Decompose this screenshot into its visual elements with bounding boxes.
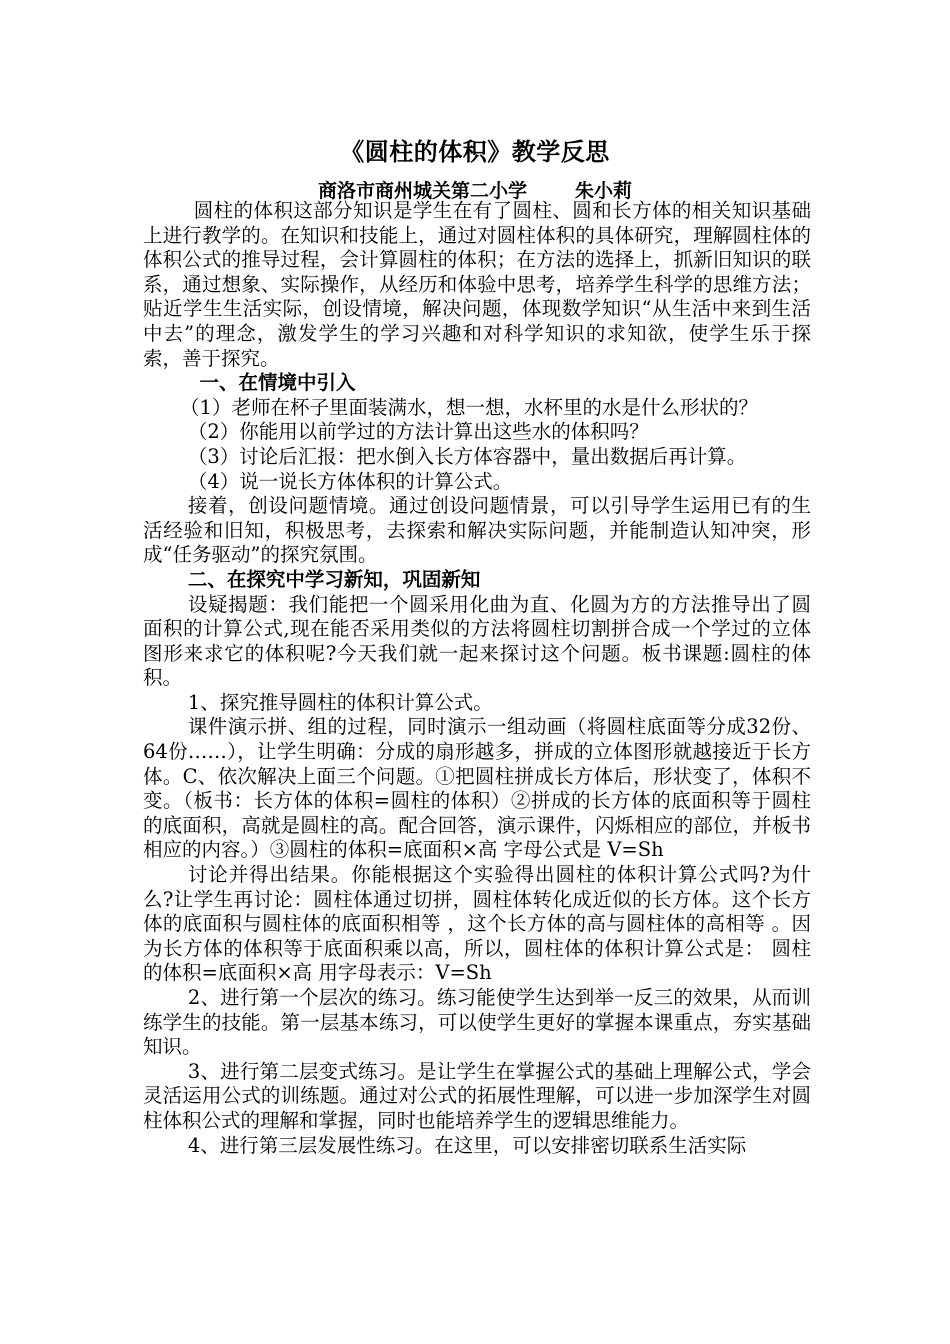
paragraph-next: 接着，创设问题情境。通过创设问题情景，可以引导学生运用已有的生活经验和旧知，积极思考，去探索和解决实际问题，并能制造认知冲突，形成“任务驱动”的探究氛围。 (143, 494, 811, 567)
step-1: 1、探究推导圆柱的体积计算公式。 (187, 690, 493, 714)
step-2: 2、进行第一个层次的练习。练习能使学生达到举一反三的效果，从而训练学生的技能。第一层基本练习，可以使学生更好的掌握本课重点，夯实基础知识。 (143, 986, 811, 1059)
section-heading-1: 一、在情境中引入 (199, 371, 356, 395)
paragraph-question: 设疑揭题：我们能把一个圆采用化曲为直、化圆为方的方法推导出了圆面积的计算公式,现在能否采用类似的方法将圆柱切割拼合成一个学过的立体图形来求它的体积呢?今天我们就一起来探讨这个问题。板书课题:圆柱的体积。 (143, 592, 811, 690)
question-1: （1）老师在杯子里面装满水，想一想，水杯里的水是什么形状的？ (180, 395, 758, 419)
step-4: 4、进行第三层发展性练习。在这里，可以安排密切联系生活实际 (187, 1133, 747, 1157)
document-body (143, 199, 811, 1158)
question-2: （2）你能用以前学过的方法计算出这些水的体积吗？ (187, 420, 649, 444)
paragraph-courseware: 课件演示拼、组的过程，同时演示一组动画（将圆柱底面等分成32份、64份……），让学生明确：分成的扇形越多，拼成的立体图形就越接近于长方体。C、依次解决上面三个问题。①把圆柱拼成长方体后，形状变了，体积不变。（板书：长方体的体积=圆柱的体积）②拼成的长方体的底面积等于圆柱的底面积，高就是圆柱的高。配合回答，演示课件，闪烁相应的部位，并板书相应的内容。）③圆柱的体积=底面积×高 字母公式是 V=Sh (143, 715, 811, 862)
question-4: （4）说一说长方体体积的计算公式。 (187, 469, 513, 493)
step-3: 3、进行第二层变式练习。是让学生在掌握公式的基础上理解公式，学会灵活运用公式的训练题。通过对公式的拓展性理解，可以进一步加深学生对圆柱体积公式的理解和掌握，同时也能培养学生的逻辑思维能力。 (143, 1059, 811, 1132)
author-school: 商洛市商州城关第二小学 (317, 180, 527, 202)
paragraph-discuss: 讨论并得出结果。你能根据这个实验得出圆柱的体积计算公式吗?为什么?让学生再讨论：圆柱体通过切拼，圆柱体转化成近似的长方体。这个长方体的底面积与圆柱体的底面积相等 ，这个长方体的高与圆柱体的高相等 。因为长方体的体积等于底面积乘以高，所以，圆柱体的体积计算公式是： 圆柱的体积=底面积×高 用字母表示：V=Sh (143, 863, 811, 985)
question-3: （3）讨论后汇报：把水倒入长方体容器中，量出数据后再计算。 (187, 444, 747, 468)
author-name: 朱小莉 (575, 180, 633, 202)
paragraph-intro: 圆柱的体积这部分知识是学生在有了圆柱、圆和长方体的相关知识基础上进行教学的。在知识和技能上，通过对圆柱体积的具体研究，理解圆柱体的体积公式的推导过程，会计算圆柱的体积；在方法的选择上，抓新旧知识的联系，通过想象、实际操作，从经历和体验中思考，培养学生科学的思维方法；贴近学生生活实际，创设情境，解决问题，体现数学知识“从生活中来到生活中去”的理念，激发学生的学习兴趣和对科学知识的求知欲，使学生乐于探索，善于探究。 (143, 199, 811, 370)
document-title: 《圆柱的体积》教学反思 (340, 137, 610, 166)
section-heading-2: 二、在探究中学习新知，巩固新知 (187, 567, 481, 591)
